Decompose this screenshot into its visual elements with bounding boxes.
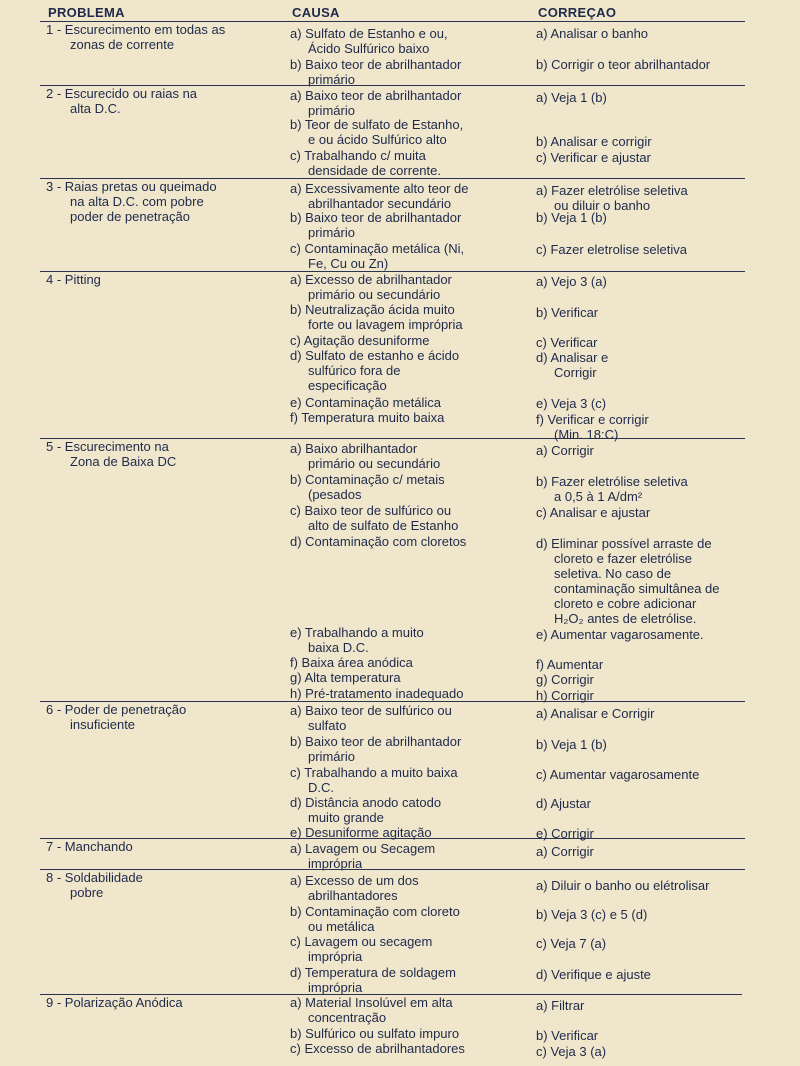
cause-item-line: densidade de corrente. [308, 163, 441, 178]
cause-item-line: a) Material Insolúvel em alta [290, 995, 453, 1010]
cause-item-line: imprópria [308, 980, 363, 995]
correction-item [536, 26, 648, 41]
cause-item [290, 472, 445, 502]
cause-item-line: g) Alta temperatura [290, 670, 401, 685]
cause-item-line: a) Lavagem ou Secagem [290, 841, 436, 856]
cause-item [290, 734, 461, 764]
correction-item [536, 183, 688, 213]
cause-item [290, 503, 458, 533]
correction-item [536, 305, 598, 320]
cause-item [290, 934, 432, 964]
cause-item [290, 873, 419, 903]
correction-item-line: b) Analisar e corrigir [536, 134, 652, 149]
correction-item-line: b) Veja 1 (b) [536, 737, 607, 752]
correction-item-line: b) Veja 1 (b) [536, 210, 607, 225]
correction-item [536, 767, 699, 782]
cause-item [290, 1026, 459, 1041]
correction-item-line: a) Vejo 3 (a) [536, 274, 607, 289]
correction-item [536, 688, 594, 703]
cause-item-line: c) Baixo teor de sulfúrico ou [290, 503, 452, 518]
correction-item [536, 412, 649, 442]
header-causa: CAUSA [292, 5, 340, 20]
correction-item [536, 396, 606, 411]
problem-cell-line: 7 - Manchando [46, 839, 133, 854]
correction-item-line: d) Analisar e [536, 350, 609, 365]
problem-cell-line: insuficiente [70, 717, 136, 732]
cause-item-line: b) Baixo teor de abrilhantador [290, 57, 462, 72]
cause-item-line: ou metálica [308, 919, 375, 934]
cause-item-line: a) Excessivamente alto teor de [290, 181, 469, 196]
problem-cell-line: 8 - Soldabilidade [46, 870, 143, 885]
correction-item-line: b) Fazer eletrólise seletiva [536, 474, 688, 489]
cause-item-line: D.C. [308, 780, 334, 795]
cause-item [290, 148, 441, 178]
cause-item-line: primário ou secundário [308, 456, 441, 471]
correction-item [536, 998, 584, 1013]
correction-item-line: c) Fazer eletrolise seletiva [536, 242, 687, 257]
problem-cell [46, 870, 143, 900]
cause-item-line: baixa D.C. [308, 640, 369, 655]
correction-item-line: contaminação simultânea de [554, 581, 720, 596]
problem-cell-line: 2 - Escurecido ou raias na [46, 86, 198, 101]
correction-item-line: a) Veja 1 (b) [536, 90, 607, 105]
correction-item-line: b) Corrigir o teor abrilhantador [536, 57, 711, 72]
problem-cell-line: na alta D.C. com pobre [70, 194, 204, 209]
cause-item-line: alto de sulfato de Estanho [308, 518, 459, 533]
correction-item [536, 210, 607, 225]
cause-item [290, 348, 459, 393]
correction-item-line: b) Veja 3 (c) e 5 (d) [536, 907, 648, 922]
correction-item [536, 1028, 598, 1043]
correction-item-line: seletiva. No caso de [554, 566, 672, 581]
correction-item [536, 536, 720, 626]
cause-item [290, 670, 401, 685]
cause-item-line: primário [308, 72, 355, 87]
problem-cell [46, 839, 133, 854]
cause-item-line: f) Temperatura muito baixa [290, 410, 445, 425]
cause-item-line: e) Desuniforme agitação [290, 825, 432, 840]
cause-item [290, 904, 460, 934]
cause-item [290, 241, 464, 271]
correction-item [536, 274, 607, 289]
problem-cell-line: poder de penetração [70, 209, 190, 224]
cause-item [290, 795, 441, 825]
cause-item-line: e) Trabalhando a muito [290, 625, 424, 640]
cause-item-line: d) Contaminação com cloretos [290, 534, 467, 549]
cause-item [290, 333, 429, 348]
cause-item-line: primário [308, 103, 355, 118]
cause-item [290, 26, 448, 56]
correction-item-line: d) Ajustar [536, 796, 591, 811]
correction-item-line: a) Fazer eletrólise seletiva [536, 183, 688, 198]
cause-item [290, 703, 452, 733]
cause-item-line: e ou ácido Sulfúrico alto [308, 132, 447, 147]
correction-item [536, 242, 687, 257]
cause-item-line: imprópria [308, 949, 363, 964]
correction-item [536, 627, 704, 642]
cause-item-line: concentração [308, 1010, 387, 1025]
problem-cell [46, 272, 101, 287]
correction-item [536, 335, 597, 350]
correction-item-line: a) Corrigir [536, 443, 594, 458]
cause-item-line: sulfato [308, 718, 347, 733]
correction-item-line: (Min. 18:C) [554, 427, 619, 442]
cause-item [290, 825, 432, 840]
correction-item-line: a 0,5 à 1 A/dm² [554, 489, 643, 504]
correction-item-line: H₂O₂ antes de eletrólise. [554, 611, 697, 626]
correction-item [536, 844, 594, 859]
problem-cell-line: zonas de corrente [70, 37, 175, 52]
cause-item [290, 965, 456, 995]
cause-item [290, 686, 463, 701]
cause-item [290, 625, 424, 655]
correction-item [536, 150, 651, 165]
cause-item [290, 995, 453, 1025]
correction-item-line: e) Aumentar vagarosamente. [536, 627, 704, 642]
correction-item-line: g) Corrigir [536, 672, 594, 687]
correction-item-line: c) Verificar [536, 335, 598, 350]
correction-item-line: cloreto e fazer eletrólise [554, 551, 693, 566]
cause-item-line: forte ou lavagem imprópria [308, 317, 463, 332]
cause-item-line: d) Distância anodo catodo [290, 795, 442, 810]
cause-item [290, 210, 461, 240]
correction-item-line: h) Corrigir [536, 688, 594, 703]
correction-item [536, 826, 594, 841]
cause-item-line: Ácido Sulfúrico baixo [308, 41, 430, 56]
cause-item-line: primário [308, 225, 355, 240]
cause-item-line: imprópria [308, 856, 363, 871]
header-correcao: CORREÇAO [538, 5, 617, 20]
correction-item [536, 706, 655, 721]
correction-item-line: a) Analisar e Corrigir [536, 706, 655, 721]
correction-item-line: c) Aumentar vagarosamente [536, 767, 700, 782]
cause-item-line: b) Teor de sulfato de Estanho, [290, 117, 464, 132]
cause-item [290, 395, 441, 410]
problem-cell [46, 22, 225, 52]
correction-item-line: b) Verificar [536, 305, 599, 320]
correction-item-line: f) Aumentar [536, 657, 604, 672]
cause-item-line: c) Excesso de abrilhantadores [290, 1041, 465, 1056]
cause-item [290, 655, 413, 670]
correction-item [536, 90, 607, 105]
cause-item-line: a) Excesso de abrilhantador [290, 272, 452, 287]
problem-cell-line: 3 - Raias pretas ou queimado [46, 179, 217, 194]
cause-item-line: a) Baixo teor de abrilhantador [290, 88, 462, 103]
cause-item-line: a) Baixo teor de sulfúrico ou [290, 703, 452, 718]
cause-item-line: h) Pré-tratamento inadequado [290, 686, 464, 701]
problem-cell [46, 179, 217, 224]
cause-item-line: c) Trabalhando a muito baixa [290, 765, 458, 780]
cause-item [290, 441, 440, 471]
problem-cell-line: 4 - Pitting [46, 272, 101, 287]
cause-item-line: b) Contaminação com cloreto [290, 904, 460, 919]
cause-item-line: abrilhantador secundário [308, 196, 452, 211]
cause-item-line: b) Baixo teor de abrilhantador [290, 734, 462, 749]
cause-item-line: especificação [308, 378, 387, 393]
correction-item [536, 134, 652, 149]
correction-item [536, 737, 607, 752]
header-problema: PROBLEMA [48, 5, 125, 20]
correction-item [536, 878, 709, 893]
cause-item-line: b) Baixo teor de abrilhantador [290, 210, 462, 225]
cause-item-line: a) Sulfato de Estanho e ou, [290, 26, 448, 41]
cause-item-line: f) Baixa área anódica [290, 655, 413, 670]
problem-cell-line: 1 - Escurecimento em todas as [46, 22, 226, 37]
problem-cell [46, 439, 176, 469]
cause-item [290, 410, 444, 425]
cause-item [290, 117, 463, 147]
correction-item-line: a) Corrigir [536, 844, 594, 859]
cause-item-line: d) Temperatura de soldagem [290, 965, 456, 980]
correction-item [536, 967, 651, 982]
cause-item [290, 1041, 465, 1056]
correction-item [536, 796, 591, 811]
correction-item [536, 350, 608, 380]
cause-item-line: b) Sulfúrico ou sulfato impuro [290, 1026, 460, 1041]
correction-item-line: f) Verificar e corrigir [536, 412, 649, 427]
correction-item-line: e) Corrigir [536, 826, 594, 841]
correction-item [536, 57, 710, 72]
correction-item [536, 1044, 606, 1059]
cause-item [290, 302, 463, 332]
cause-item-line: abrilhantadores [308, 888, 398, 903]
cause-item-line: c) Agitação desuniforme [290, 333, 430, 348]
correction-item-line: ou diluir o banho [554, 198, 651, 213]
correction-item-line: d) Verifique e ajuste [536, 967, 651, 982]
problem-cell-line: alta D.C. [70, 101, 121, 116]
problem-cell [46, 995, 183, 1010]
correction-item-line: b) Verificar [536, 1028, 599, 1043]
cause-item-line: primário ou secundário [308, 287, 441, 302]
correction-item [536, 936, 606, 951]
cause-item-line: a) Excesso de um dos [290, 873, 419, 888]
cause-item [290, 181, 468, 211]
correction-item [536, 907, 647, 922]
problem-cell-line: 6 - Poder de penetração [46, 702, 187, 717]
cause-item-line: primário [308, 749, 355, 764]
cause-item [290, 57, 461, 87]
correction-item [536, 443, 594, 458]
problem-cell-line: pobre [70, 885, 104, 900]
correction-item-line: a) Filtrar [536, 998, 585, 1013]
problem-cell-line: 5 - Escurecimento na [46, 439, 169, 454]
cause-item [290, 272, 452, 302]
cause-item [290, 88, 461, 118]
correction-item [536, 505, 650, 520]
correction-item-line: cloreto e cobre adicionar [554, 596, 697, 611]
cause-item-line: (pesados [308, 487, 362, 502]
correction-item [536, 657, 603, 672]
problem-cell [46, 702, 186, 732]
correction-item-line: Corrigir [554, 365, 597, 380]
cause-item-line: c) Trabalhando c/ muita [290, 148, 426, 163]
cause-item-line: d) Sulfato de estanho e ácido [290, 348, 460, 363]
cause-item-line: b) Contaminação c/ metais [290, 472, 445, 487]
problem-cell [46, 86, 197, 116]
correction-item [536, 474, 688, 504]
correction-item-line: d) Eliminar possível arraste de [536, 536, 712, 551]
correction-item-line: c) Verificar e ajustar [536, 150, 651, 165]
cause-item-line: muito grande [308, 810, 384, 825]
cause-item-line: sulfúrico fora de [308, 363, 401, 378]
cause-item-line: a) Baixo abrilhantador [290, 441, 418, 456]
correction-item [536, 672, 594, 687]
cause-item-line: b) Neutralização ácida muito [290, 302, 455, 317]
correction-item-line: c) Veja 7 (a) [536, 936, 607, 951]
problem-cell-line: 9 - Polarização Anódica [46, 995, 183, 1010]
cause-item-line: e) Contaminação metálica [290, 395, 442, 410]
correction-item-line: a) Analisar o banho [536, 26, 649, 41]
problem-cell-line: Zona de Baixa DC [70, 454, 177, 469]
correction-item-line: c) Veja 3 (a) [536, 1044, 607, 1059]
cause-item [290, 841, 435, 871]
cause-item-line: c) Lavagem ou secagem [290, 934, 433, 949]
correction-item-line: c) Analisar e ajustar [536, 505, 651, 520]
cause-item-line: c) Contaminação metálica (Ni, [290, 241, 465, 256]
cause-item [290, 765, 458, 795]
cause-item [290, 534, 466, 549]
cause-item-line: Fe, Cu ou Zn) [308, 256, 389, 271]
correction-item-line: e) Veja 3 (c) [536, 396, 607, 411]
correction-item-line: a) Diluir o banho ou elétrolisar [536, 878, 710, 893]
